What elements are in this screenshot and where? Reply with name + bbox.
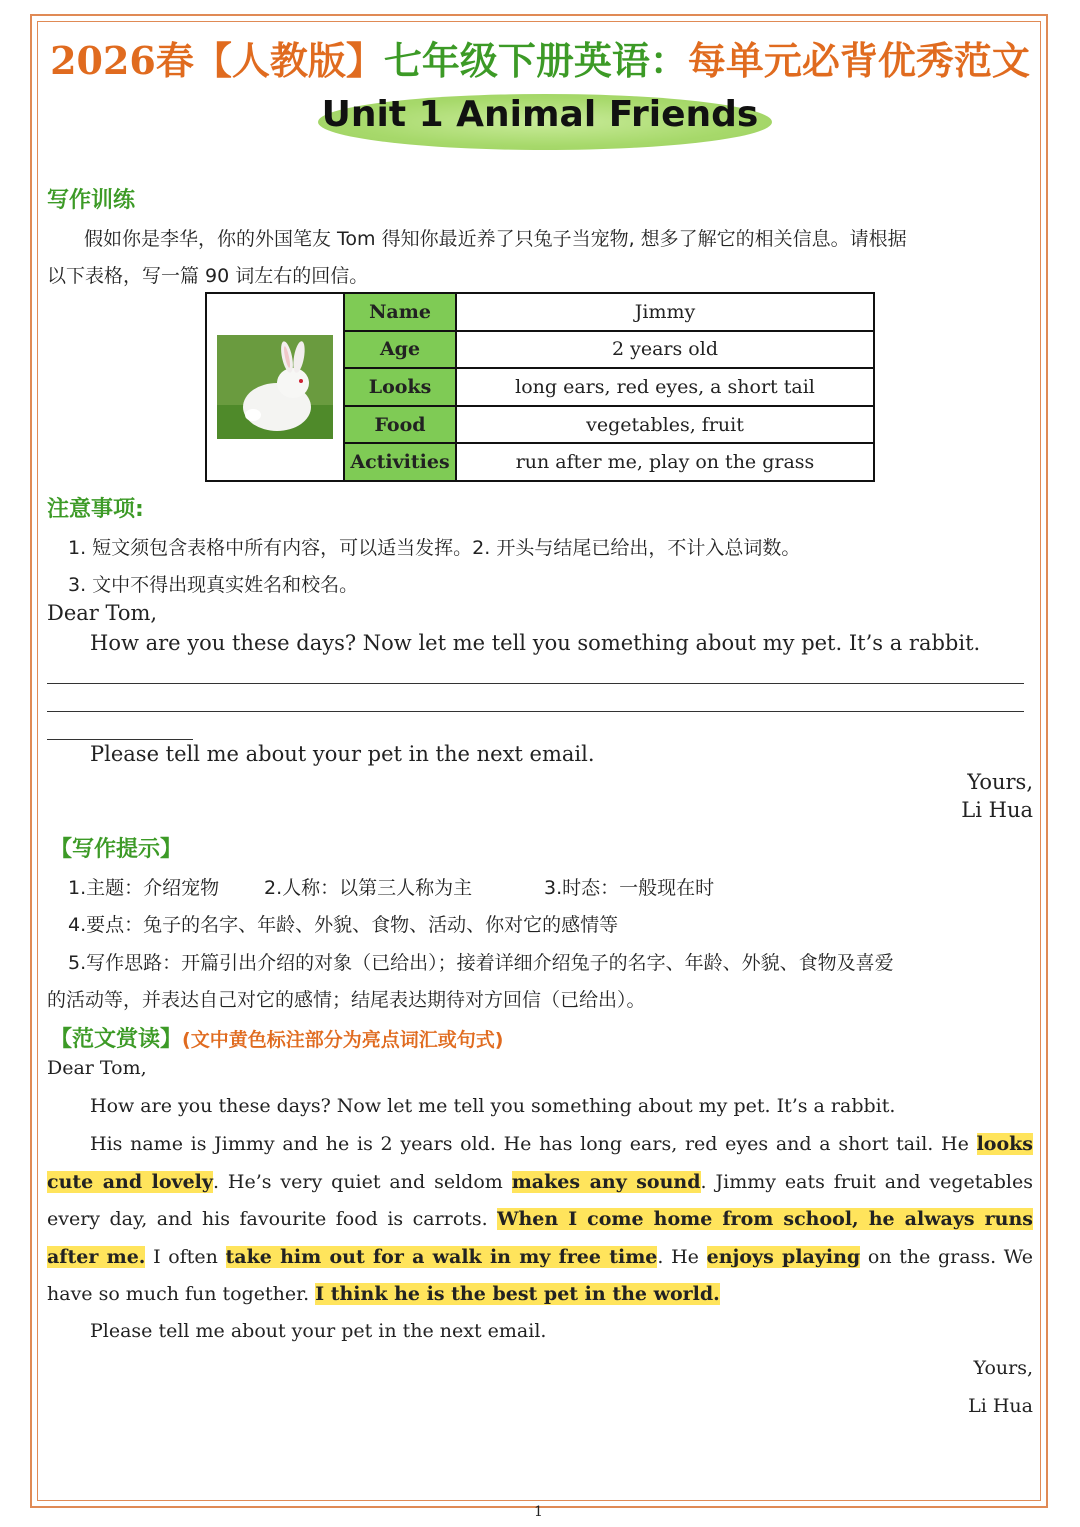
model-text: . Jimmy eats fruit and vegetables every day, and his favourite food is carrots. [47,1170,1033,1230]
letter-closing: Please tell me about your pet in the next email. [90,742,595,766]
task-prompt-line1: 假如你是李华，你的外国笔友 Tom 得知你最近养了只兔子当宠物, 想多了解它的相关信息。请根据 [84,228,907,250]
model-heading-row [50,1022,503,1053]
unit-title: Unit 1 Animal Friends [321,94,759,135]
table-label-age: Age [344,331,456,369]
table-value-name: Jimmy [456,293,874,331]
info-table [205,292,875,482]
model-signature: Li Hua [968,1395,1033,1417]
table-label-name: Name [344,293,456,331]
page-number: 1 [534,1504,543,1520]
notes-line2: 3. 文中不得出现真实姓名和校名。 [68,574,359,596]
highlight-phrase: makes any sound [511,1170,701,1193]
table-value-activities: run after me, play on the grass [456,443,874,481]
notes-line1: 1. 短文须包含表格中所有内容，可以适当发挥。2. 开头与结尾已给出，不计入总词数。 [68,537,801,559]
table-value-age: 2 years old [456,331,874,369]
title-year-edition: 2026春【人教版】 [50,38,384,83]
tips-item3: 3.时态：一般现在时 [544,877,715,899]
title-topic: 每单元必背优秀范文 [687,38,1030,83]
highlight-phrase: take him out for a walk in my free time [225,1245,658,1268]
page-title [0,30,1080,85]
table-value-looks: long ears, red eyes, a short tail [456,368,874,406]
letter-signoff: Yours, [967,770,1033,794]
letter-signature: Li Hua [961,798,1033,822]
highlight-phrase: enjoys playing [706,1245,861,1268]
table-label-looks: Looks [344,368,456,406]
answer-line-3 [47,739,193,740]
rabbit-photo [217,335,333,439]
model-text: . He [657,1245,707,1268]
task-prompt-line2: 以下表格，写一篇 90 词左右的回信。 [47,265,369,287]
tips-item5-line2: 的活动等，并表达自己对它的感情；结尾表达期待对方回信（已给出）。 [47,989,646,1011]
highlight-phrase: I think he is the best pet in the world. [315,1283,720,1305]
model-greeting: Dear Tom, [47,1057,147,1079]
table-value-food: vegetables, fruit [456,406,874,444]
model-text: I often [145,1245,226,1268]
tips-item1: 1.主题：介绍宠物 [68,877,220,899]
tips-item2: 2.人称：以第三人称为主 [264,877,473,899]
model-paragraph-1: How are you these days? Now let me tell you something about my pet. It’s a rabbit. [90,1095,896,1117]
rabbit-image-cell [206,293,344,481]
model-signoff: Yours, [973,1357,1033,1379]
answer-line-1 [47,683,1024,684]
section-heading-tips: 【写作提示】 [50,837,183,862]
answer-line-2 [47,711,1024,712]
model-text: . He’s very quiet and seldom [212,1170,512,1193]
table-label-food: Food [344,406,456,444]
model-highlight-note: (文中黄色标注部分为亮点词汇或句式) [182,1029,504,1051]
title-grade-subject: 七年级下册英语： [383,38,688,83]
letter-opening: How are you these days? Now let me tell you something about my pet. It’s a rabbit. [90,631,981,655]
table-label-activities: Activities [344,443,456,481]
model-text: on the grass. We have so much fun together. [47,1245,1034,1305]
section-heading-model: 【范文赏读】 [50,1027,183,1052]
letter-greeting: Dear Tom, [47,601,158,625]
highlight-phrase: looks cute and lovely [47,1133,1033,1193]
model-closing: Please tell me about your pet in the next email. [90,1320,547,1342]
model-text: His name is Jimmy and he is 2 years old. He has long ears, red eyes and a short tail. He [90,1133,977,1155]
highlight-phrase: When I come home from school, he always runs after me. [47,1208,1033,1268]
model-paragraph-2 [47,1126,1033,1314]
tips-item5-line1: 5.写作思路：开篇引出介绍的对象（已给出）；接着详细介绍兔子的名字、年龄、外貌、食物及喜爱 [68,952,894,974]
section-heading-notes: 注意事项: [47,497,144,522]
tips-item4: 4.要点：兔子的名字、年龄、外貌、食物、活动、你对它的感情等 [68,914,619,936]
section-heading-writing: 写作训练 [47,188,136,213]
